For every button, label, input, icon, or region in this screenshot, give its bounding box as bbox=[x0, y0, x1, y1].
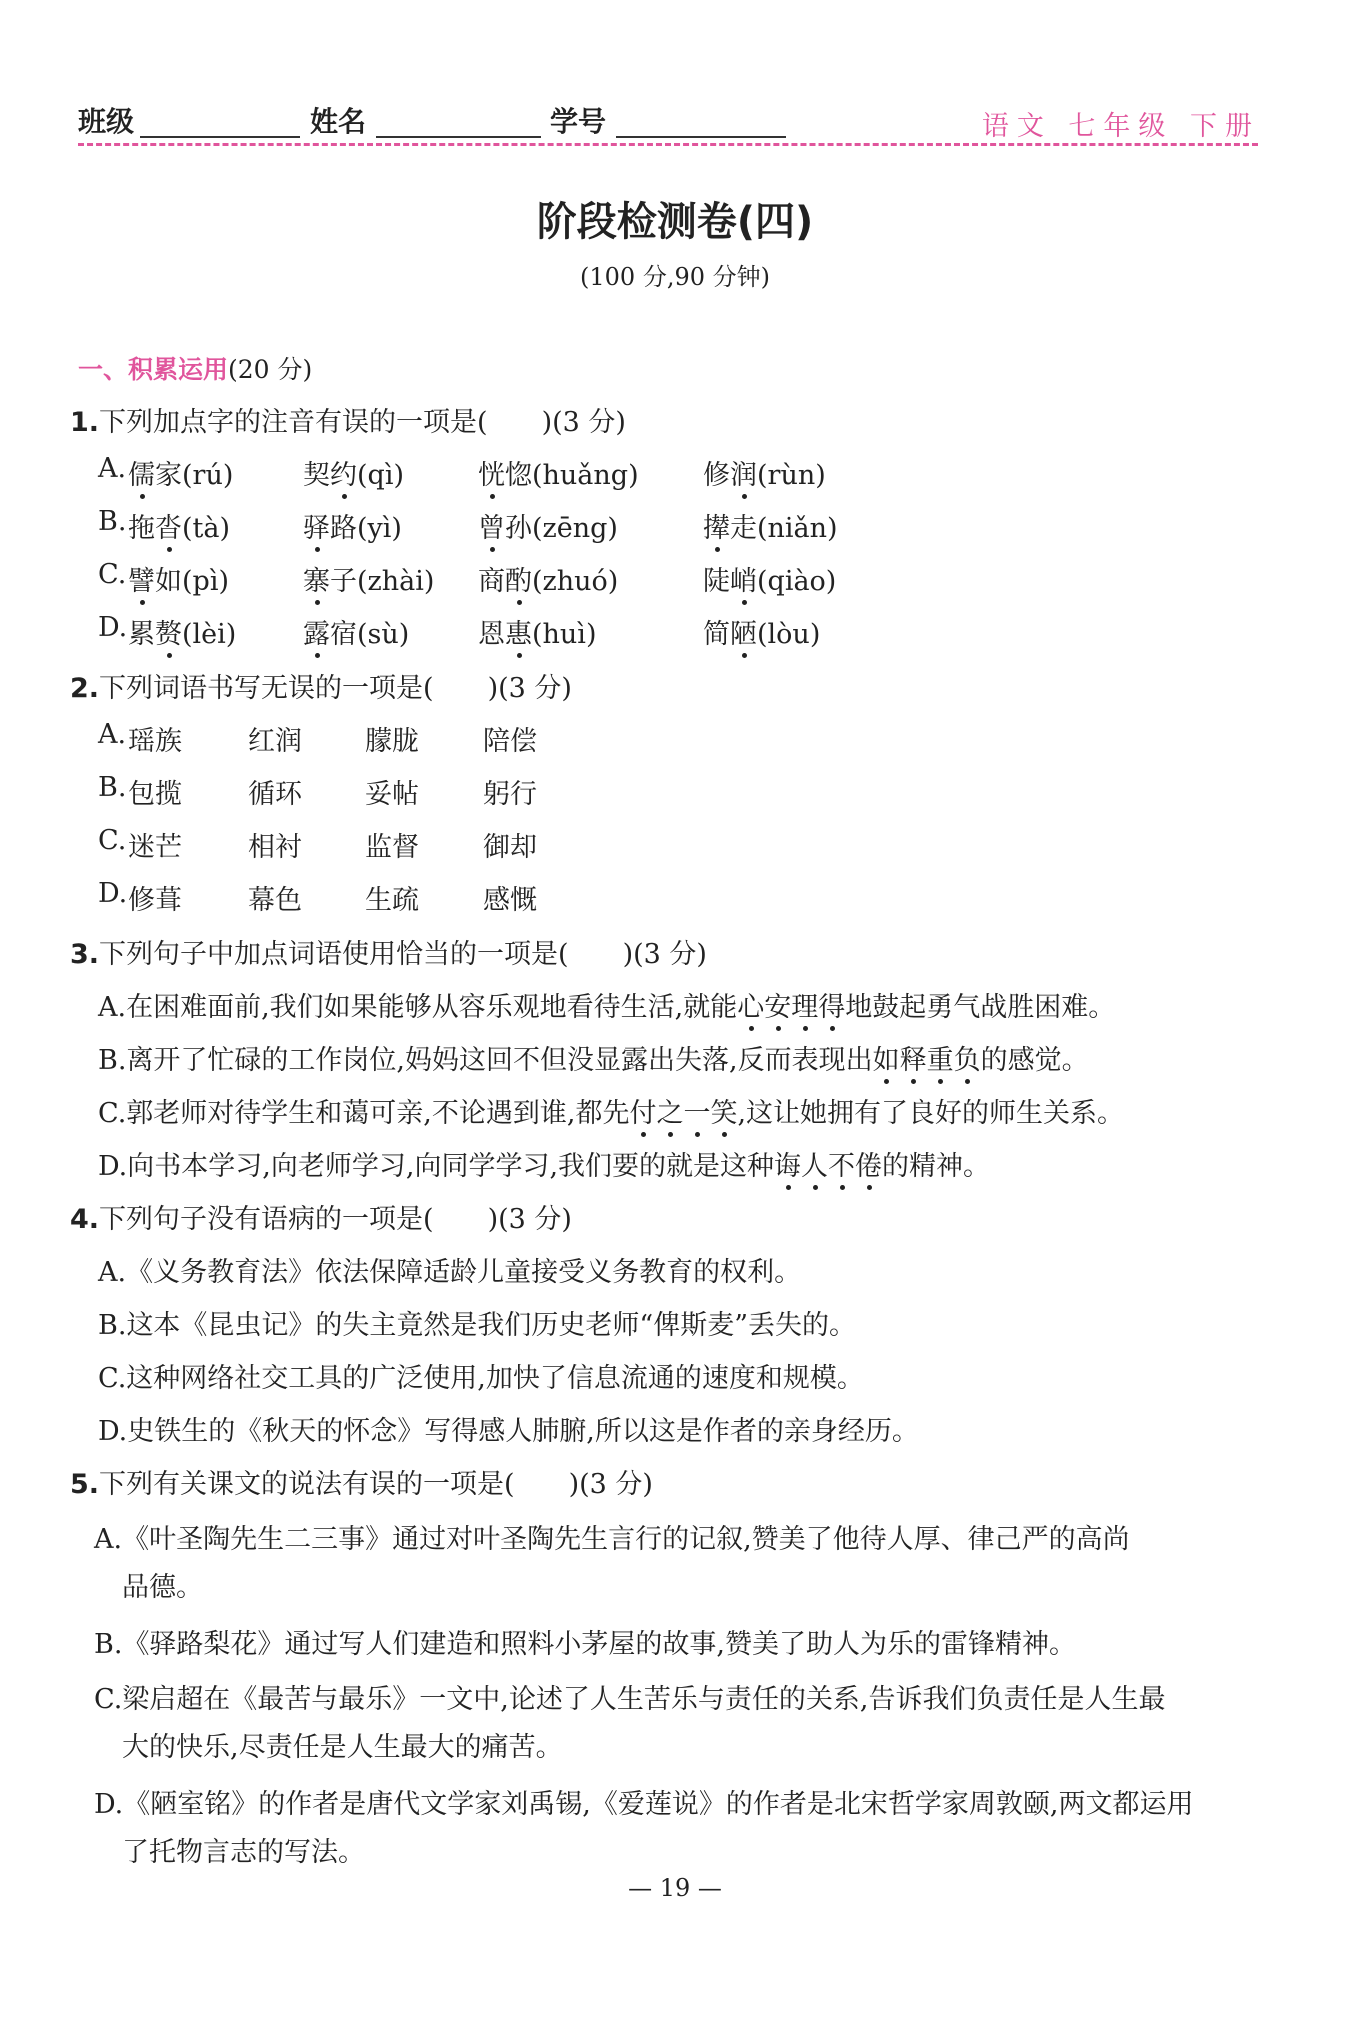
statement-text: 《驿路梨花》通过写人们建造和照料小茅屋的故事,赞美了助人为乐的雷锋精神。 bbox=[122, 1629, 1077, 1660]
pinyin-text: 如(pì) bbox=[155, 566, 229, 597]
question-5-stem bbox=[70, 1462, 653, 1501]
item-text: 恩 bbox=[478, 619, 505, 650]
question-4-stem bbox=[70, 1197, 572, 1236]
dotted-character: 心 bbox=[737, 985, 764, 1024]
dotted-character: 笑 bbox=[710, 1091, 737, 1130]
dotted-character: 惠 bbox=[505, 612, 532, 651]
section-heading bbox=[78, 350, 312, 386]
option-label: D. bbox=[98, 612, 128, 643]
pinyin-text: (qì) bbox=[357, 460, 404, 491]
dotted-character: 重 bbox=[927, 1038, 954, 1077]
question-number: 5. bbox=[70, 1469, 100, 1500]
question-2-stem bbox=[70, 666, 572, 705]
word-item: 瑶族 bbox=[128, 726, 182, 757]
option-sentence bbox=[98, 1250, 801, 1289]
pinyin-text: 孙(zēng) bbox=[505, 513, 618, 544]
question-number: 2. bbox=[70, 673, 100, 704]
pinyin-text: 惚(huǎng) bbox=[505, 460, 639, 491]
item-text: 商 bbox=[478, 566, 505, 597]
question-1-stem bbox=[70, 400, 626, 439]
option-item bbox=[703, 453, 826, 492]
question-text: 下列句子没有语病的一项是( )(3 分) bbox=[99, 1204, 572, 1235]
pinyin-text: 宿(sù) bbox=[330, 619, 410, 650]
dotted-character: 曾 bbox=[478, 506, 505, 545]
word-item: 陪偿 bbox=[483, 726, 537, 757]
pinyin-text: (huì) bbox=[532, 619, 597, 650]
sentence-text: 在困难面前,我们如果能够从容乐观地看待生活,就能 bbox=[126, 992, 738, 1023]
header-divider bbox=[78, 143, 1258, 146]
word-item: 循环 bbox=[248, 779, 302, 810]
option-item bbox=[703, 506, 838, 545]
word-item: 监督 bbox=[365, 832, 419, 863]
option-statement bbox=[94, 1677, 1165, 1716]
dotted-character: 释 bbox=[900, 1038, 927, 1077]
dotted-character: 沓 bbox=[155, 506, 182, 545]
option-item bbox=[128, 453, 233, 492]
dotted-character: 之 bbox=[656, 1091, 683, 1130]
statement-text: 梁启超在《最苦与最乐》一文中,论述了人生苦乐与责任的关系,告诉我们负责任是人生最 bbox=[122, 1684, 1166, 1715]
option-item bbox=[303, 612, 409, 651]
word-item: 红润 bbox=[248, 726, 302, 757]
word-item: 感慨 bbox=[483, 885, 537, 916]
word-item: 包揽 bbox=[128, 779, 182, 810]
option-label: B. bbox=[98, 506, 127, 537]
dotted-character: 得 bbox=[818, 985, 845, 1024]
sentence-text: 的精神。 bbox=[882, 1151, 991, 1182]
page-number: — 19 — bbox=[628, 1874, 722, 1902]
dotted-character: 负 bbox=[954, 1038, 981, 1077]
word-item: 修葺 bbox=[128, 885, 182, 916]
option-label: A. bbox=[98, 1257, 127, 1288]
option-item bbox=[128, 559, 229, 598]
pinyin-text: (qiào) bbox=[757, 566, 837, 597]
option-label: C. bbox=[98, 559, 127, 590]
subject-grade: 语文 七年级 下册 bbox=[981, 111, 1260, 142]
student-id-label: 学号 bbox=[550, 105, 607, 138]
option-statement bbox=[94, 1782, 1193, 1821]
question-text: 下列词语书写无误的一项是( )(3 分) bbox=[99, 673, 572, 704]
word-item: 朦胧 bbox=[365, 726, 419, 757]
option-sentence bbox=[98, 985, 1115, 1024]
option-item bbox=[303, 506, 402, 545]
class-label: 班级 bbox=[78, 105, 135, 138]
option-item bbox=[478, 453, 639, 492]
statement-text: 《叶圣陶先生二三事》通过对叶圣陶先生言行的记叙,赞美了他待人厚、律己严的高尚 bbox=[122, 1524, 1130, 1555]
section-score: (20 分) bbox=[228, 355, 313, 384]
option-sentence bbox=[98, 1303, 856, 1342]
dotted-character: 诲 bbox=[774, 1144, 801, 1183]
word-item: 御却 bbox=[483, 832, 537, 863]
option-item bbox=[478, 612, 596, 651]
question-number: 4. bbox=[70, 1204, 100, 1235]
dotted-character: 安 bbox=[764, 985, 791, 1024]
dotted-character: 驿 bbox=[303, 506, 330, 545]
sentence-text: 这种网络社交工具的广泛使用,加快了信息流通的速度和规模。 bbox=[126, 1363, 864, 1394]
pinyin-text: (lòu) bbox=[757, 619, 821, 650]
option-label: B. bbox=[98, 772, 127, 803]
question-number: 1. bbox=[70, 407, 100, 438]
option-label: B. bbox=[98, 1045, 127, 1076]
dotted-character: 撵 bbox=[703, 506, 730, 545]
exam-title: 阶段检测卷(四) bbox=[536, 199, 814, 245]
option-label: A. bbox=[98, 719, 127, 750]
option-label: B. bbox=[94, 1629, 123, 1660]
option-item bbox=[703, 612, 820, 651]
statement-text: 《陋室铭》的作者是唐代文学家刘禹锡,《爱莲说》的作者是北宋哲学家周敦颐,两文都运用 bbox=[123, 1789, 1194, 1820]
word-item: 迷芒 bbox=[128, 832, 182, 863]
sentence-text: 向书本学习,向老师学习,向同学学习,我们要的就是这种 bbox=[127, 1151, 775, 1182]
option-label: D. bbox=[98, 878, 128, 909]
pinyin-text: (lèi) bbox=[182, 619, 237, 650]
option-sentence bbox=[98, 1409, 919, 1448]
dotted-character: 酌 bbox=[505, 559, 532, 598]
dotted-character: 倦 bbox=[855, 1144, 882, 1183]
sentence-text: 这本《昆虫记》的失主竟然是我们历史老师“俾斯麦”丢失的。 bbox=[126, 1310, 857, 1341]
option-item bbox=[128, 612, 236, 651]
word-item: 妥帖 bbox=[365, 779, 419, 810]
sentence-text: 郭老师对待学生和蔼可亲,不论遇到谁,都先 bbox=[126, 1098, 630, 1129]
item-text: 修 bbox=[703, 460, 730, 491]
section-title: 一、积累运用 bbox=[78, 355, 229, 384]
dotted-character: 不 bbox=[828, 1144, 855, 1183]
question-text: 下列句子中加点词语使用恰当的一项是( )(3 分) bbox=[99, 939, 707, 970]
sentence-text: 《义务教育法》依法保障适龄儿童接受义务教育的权利。 bbox=[126, 1257, 802, 1288]
statement-continuation: 了托物言志的写法。 bbox=[122, 1837, 365, 1868]
dotted-character: 寨 bbox=[303, 559, 330, 598]
option-item bbox=[303, 559, 434, 598]
dotted-character: 理 bbox=[791, 985, 818, 1024]
item-text: 陡 bbox=[703, 566, 730, 597]
option-label: C. bbox=[94, 1684, 123, 1715]
pinyin-text: 路(yì) bbox=[330, 513, 402, 544]
word-item: 躬行 bbox=[483, 779, 537, 810]
option-label: C. bbox=[98, 1363, 127, 1394]
class-blank[interactable] bbox=[140, 136, 300, 138]
student-id-blank[interactable] bbox=[616, 136, 786, 138]
pinyin-text: (rùn) bbox=[757, 460, 826, 491]
option-item bbox=[128, 506, 230, 545]
dotted-phrase bbox=[774, 1151, 882, 1182]
question-text: 下列有关课文的说法有误的一项是( )(3 分) bbox=[99, 1469, 653, 1500]
option-label: D. bbox=[98, 1151, 128, 1182]
dotted-phrase bbox=[873, 1045, 981, 1076]
question-number: 3. bbox=[70, 939, 100, 970]
option-label: D. bbox=[94, 1789, 124, 1820]
option-item bbox=[303, 453, 404, 492]
option-label: A. bbox=[98, 453, 127, 484]
dotted-character: 人 bbox=[801, 1144, 828, 1183]
sentence-text: 史铁生的《秋天的怀念》写得感人肺腑,所以这是作者的亲身经历。 bbox=[127, 1416, 919, 1447]
option-sentence bbox=[98, 1038, 1089, 1077]
dotted-character: 付 bbox=[629, 1091, 656, 1130]
dotted-character: 儒 bbox=[128, 453, 155, 492]
pinyin-text: 走(niǎn) bbox=[730, 513, 838, 544]
word-item: 相衬 bbox=[248, 832, 302, 863]
word-item: 生疏 bbox=[365, 885, 419, 916]
option-statement bbox=[94, 1517, 1130, 1556]
pinyin-text: 子(zhài) bbox=[330, 566, 435, 597]
pinyin-text: (tà) bbox=[182, 513, 231, 544]
item-text: 拖 bbox=[128, 513, 155, 544]
name-blank[interactable] bbox=[376, 136, 541, 138]
sentence-text: 地鼓起勇气战胜困难。 bbox=[845, 992, 1116, 1023]
sentence-text: 的感觉。 bbox=[980, 1045, 1089, 1076]
option-item bbox=[478, 559, 618, 598]
name-label: 姓名 bbox=[310, 105, 367, 138]
item-text: 累 bbox=[128, 619, 155, 650]
option-label: A. bbox=[98, 992, 127, 1023]
option-label: D. bbox=[98, 1416, 128, 1447]
dotted-character: 如 bbox=[873, 1038, 900, 1077]
sentence-text: 离开了忙碌的工作岗位,妈妈这回不但没显露出失落,反而表现出 bbox=[126, 1045, 873, 1076]
dotted-character: 约 bbox=[330, 453, 357, 492]
pinyin-text: (zhuó) bbox=[532, 566, 619, 597]
option-label: C. bbox=[98, 825, 127, 856]
page-header bbox=[78, 100, 1260, 144]
dotted-character: 峭 bbox=[730, 559, 757, 598]
option-sentence bbox=[98, 1091, 1124, 1130]
dotted-character: 陋 bbox=[730, 612, 757, 651]
statement-continuation: 品德。 bbox=[122, 1572, 203, 1603]
exam-meta: (100 分,90 分钟) bbox=[580, 263, 770, 291]
option-label: A. bbox=[94, 1524, 123, 1555]
statement-continuation: 大的快乐,尽责任是人生最大的痛苦。 bbox=[122, 1732, 563, 1763]
option-label: B. bbox=[98, 1310, 127, 1341]
item-text: 契 bbox=[303, 460, 330, 491]
dotted-character: 一 bbox=[683, 1091, 710, 1130]
question-text: 下列加点字的注音有误的一项是( )(3 分) bbox=[99, 407, 626, 438]
word-item: 幕色 bbox=[248, 885, 302, 916]
item-text: 简 bbox=[703, 619, 730, 650]
sentence-text: ,这让她拥有了良好的师生关系。 bbox=[737, 1098, 1125, 1129]
option-sentence bbox=[98, 1356, 864, 1395]
dotted-character: 譬 bbox=[128, 559, 155, 598]
dotted-character: 恍 bbox=[478, 453, 505, 492]
option-label: C. bbox=[98, 1098, 127, 1129]
dotted-character: 赘 bbox=[155, 612, 182, 651]
question-3-stem bbox=[70, 932, 707, 971]
dotted-phrase bbox=[737, 992, 845, 1023]
option-item bbox=[478, 506, 618, 545]
dotted-character: 露 bbox=[303, 612, 330, 651]
option-sentence bbox=[98, 1144, 990, 1183]
dotted-phrase bbox=[629, 1098, 737, 1129]
option-item bbox=[703, 559, 836, 598]
pinyin-text: 家(rú) bbox=[155, 460, 234, 491]
option-statement bbox=[94, 1622, 1076, 1661]
dotted-character: 润 bbox=[730, 453, 757, 492]
